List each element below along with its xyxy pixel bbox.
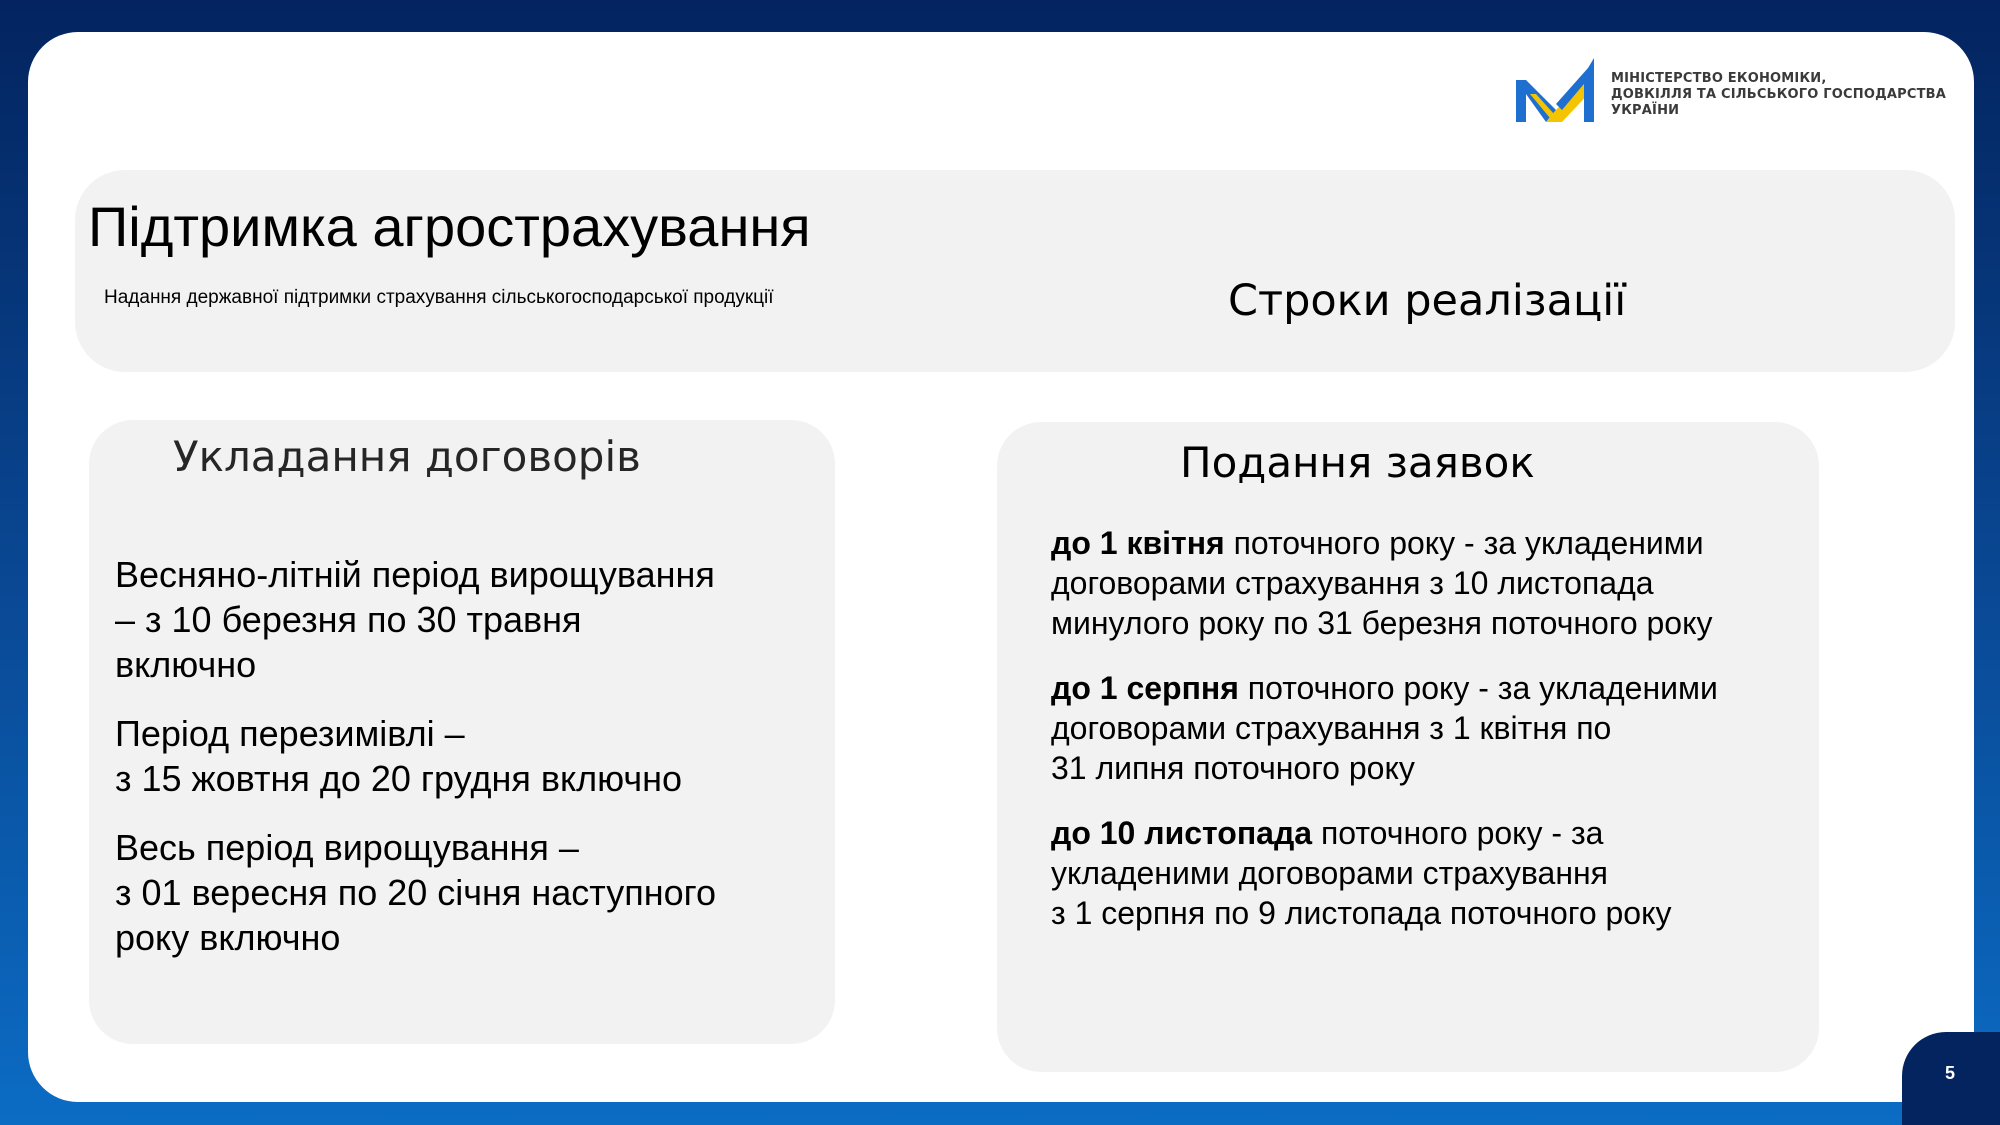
- deadline-line: укладеними договорами страхування: [1051, 855, 1608, 891]
- deadline-line: договорами страхування з 10 листопада: [1051, 565, 1654, 601]
- page-number: 5: [1944, 1063, 1955, 1083]
- page-subtitle: Надання державної підтримки страхування сільськогосподарської продукції: [104, 287, 774, 308]
- period-line: включно: [115, 644, 257, 685]
- deadline-line: договорами страхування з 1 квітня по: [1051, 710, 1612, 746]
- deadline-date: до 10 листопада: [1051, 815, 1313, 851]
- deadline-text: поточного року - за укладеними: [1238, 670, 1718, 706]
- deadline-august: [1051, 668, 1811, 788]
- deadline-first-line: [1051, 523, 1811, 563]
- applications-card-title: Подання заявок: [1180, 438, 1535, 487]
- period-full-season: [115, 825, 815, 960]
- deadline-date: до 1 серпня: [1051, 670, 1239, 706]
- deadline-date: до 1 квітня: [1051, 525, 1225, 561]
- period-line: з 15 жовтня до 20 грудня включно: [115, 758, 683, 799]
- slide: [28, 32, 1974, 1102]
- applications-card: [997, 422, 1819, 1072]
- deadline-line: з 1 серпня по 9 листопада поточного року: [1051, 895, 1672, 931]
- ministry-name-line: МІНІСТЕРСТВО ЕКОНОМІКИ,: [1611, 71, 1827, 86]
- deadline-line: минулого року по 31 березня поточного року: [1051, 605, 1713, 641]
- deadline-text: поточного року - за укладеними: [1224, 525, 1704, 561]
- deadline-line: 31 липня поточного року: [1051, 750, 1415, 786]
- period-line: з 01 вересня по 20 січня наступного: [115, 872, 716, 913]
- ministry-name-line: УКРАЇНИ: [1611, 103, 1680, 118]
- deadline-first-line: [1051, 668, 1811, 708]
- ministry-name: [1611, 71, 1971, 119]
- contracts-card-title: Укладання договорів: [173, 432, 641, 481]
- page-title: Підтримка агрострахування: [88, 195, 811, 258]
- period-line: року включно: [115, 917, 341, 958]
- deadline-text: поточного року - за: [1312, 815, 1604, 851]
- period-overwintering: [115, 711, 815, 801]
- period-line: – з 10 березня по 30 травня: [115, 599, 582, 640]
- ministry-m-logo-icon: [1516, 58, 1594, 122]
- deadline-april: [1051, 523, 1811, 643]
- ministry-name-line: ДОВКІЛЛЯ ТА СІЛЬСЬКОГО ГОСПОДАРСТВА: [1611, 87, 1947, 102]
- period-line: Період перезимівлі –: [115, 713, 465, 754]
- contracts-card: [89, 420, 835, 1044]
- period-spring-summer: [115, 552, 815, 687]
- deadline-november: [1051, 813, 1811, 933]
- period-line: Весь період вирощування –: [115, 827, 579, 868]
- terms-heading: Строки реалізації: [1228, 276, 1627, 326]
- period-line: Весняно-літній період вирощування: [115, 554, 715, 595]
- deadline-first-line: [1051, 813, 1811, 853]
